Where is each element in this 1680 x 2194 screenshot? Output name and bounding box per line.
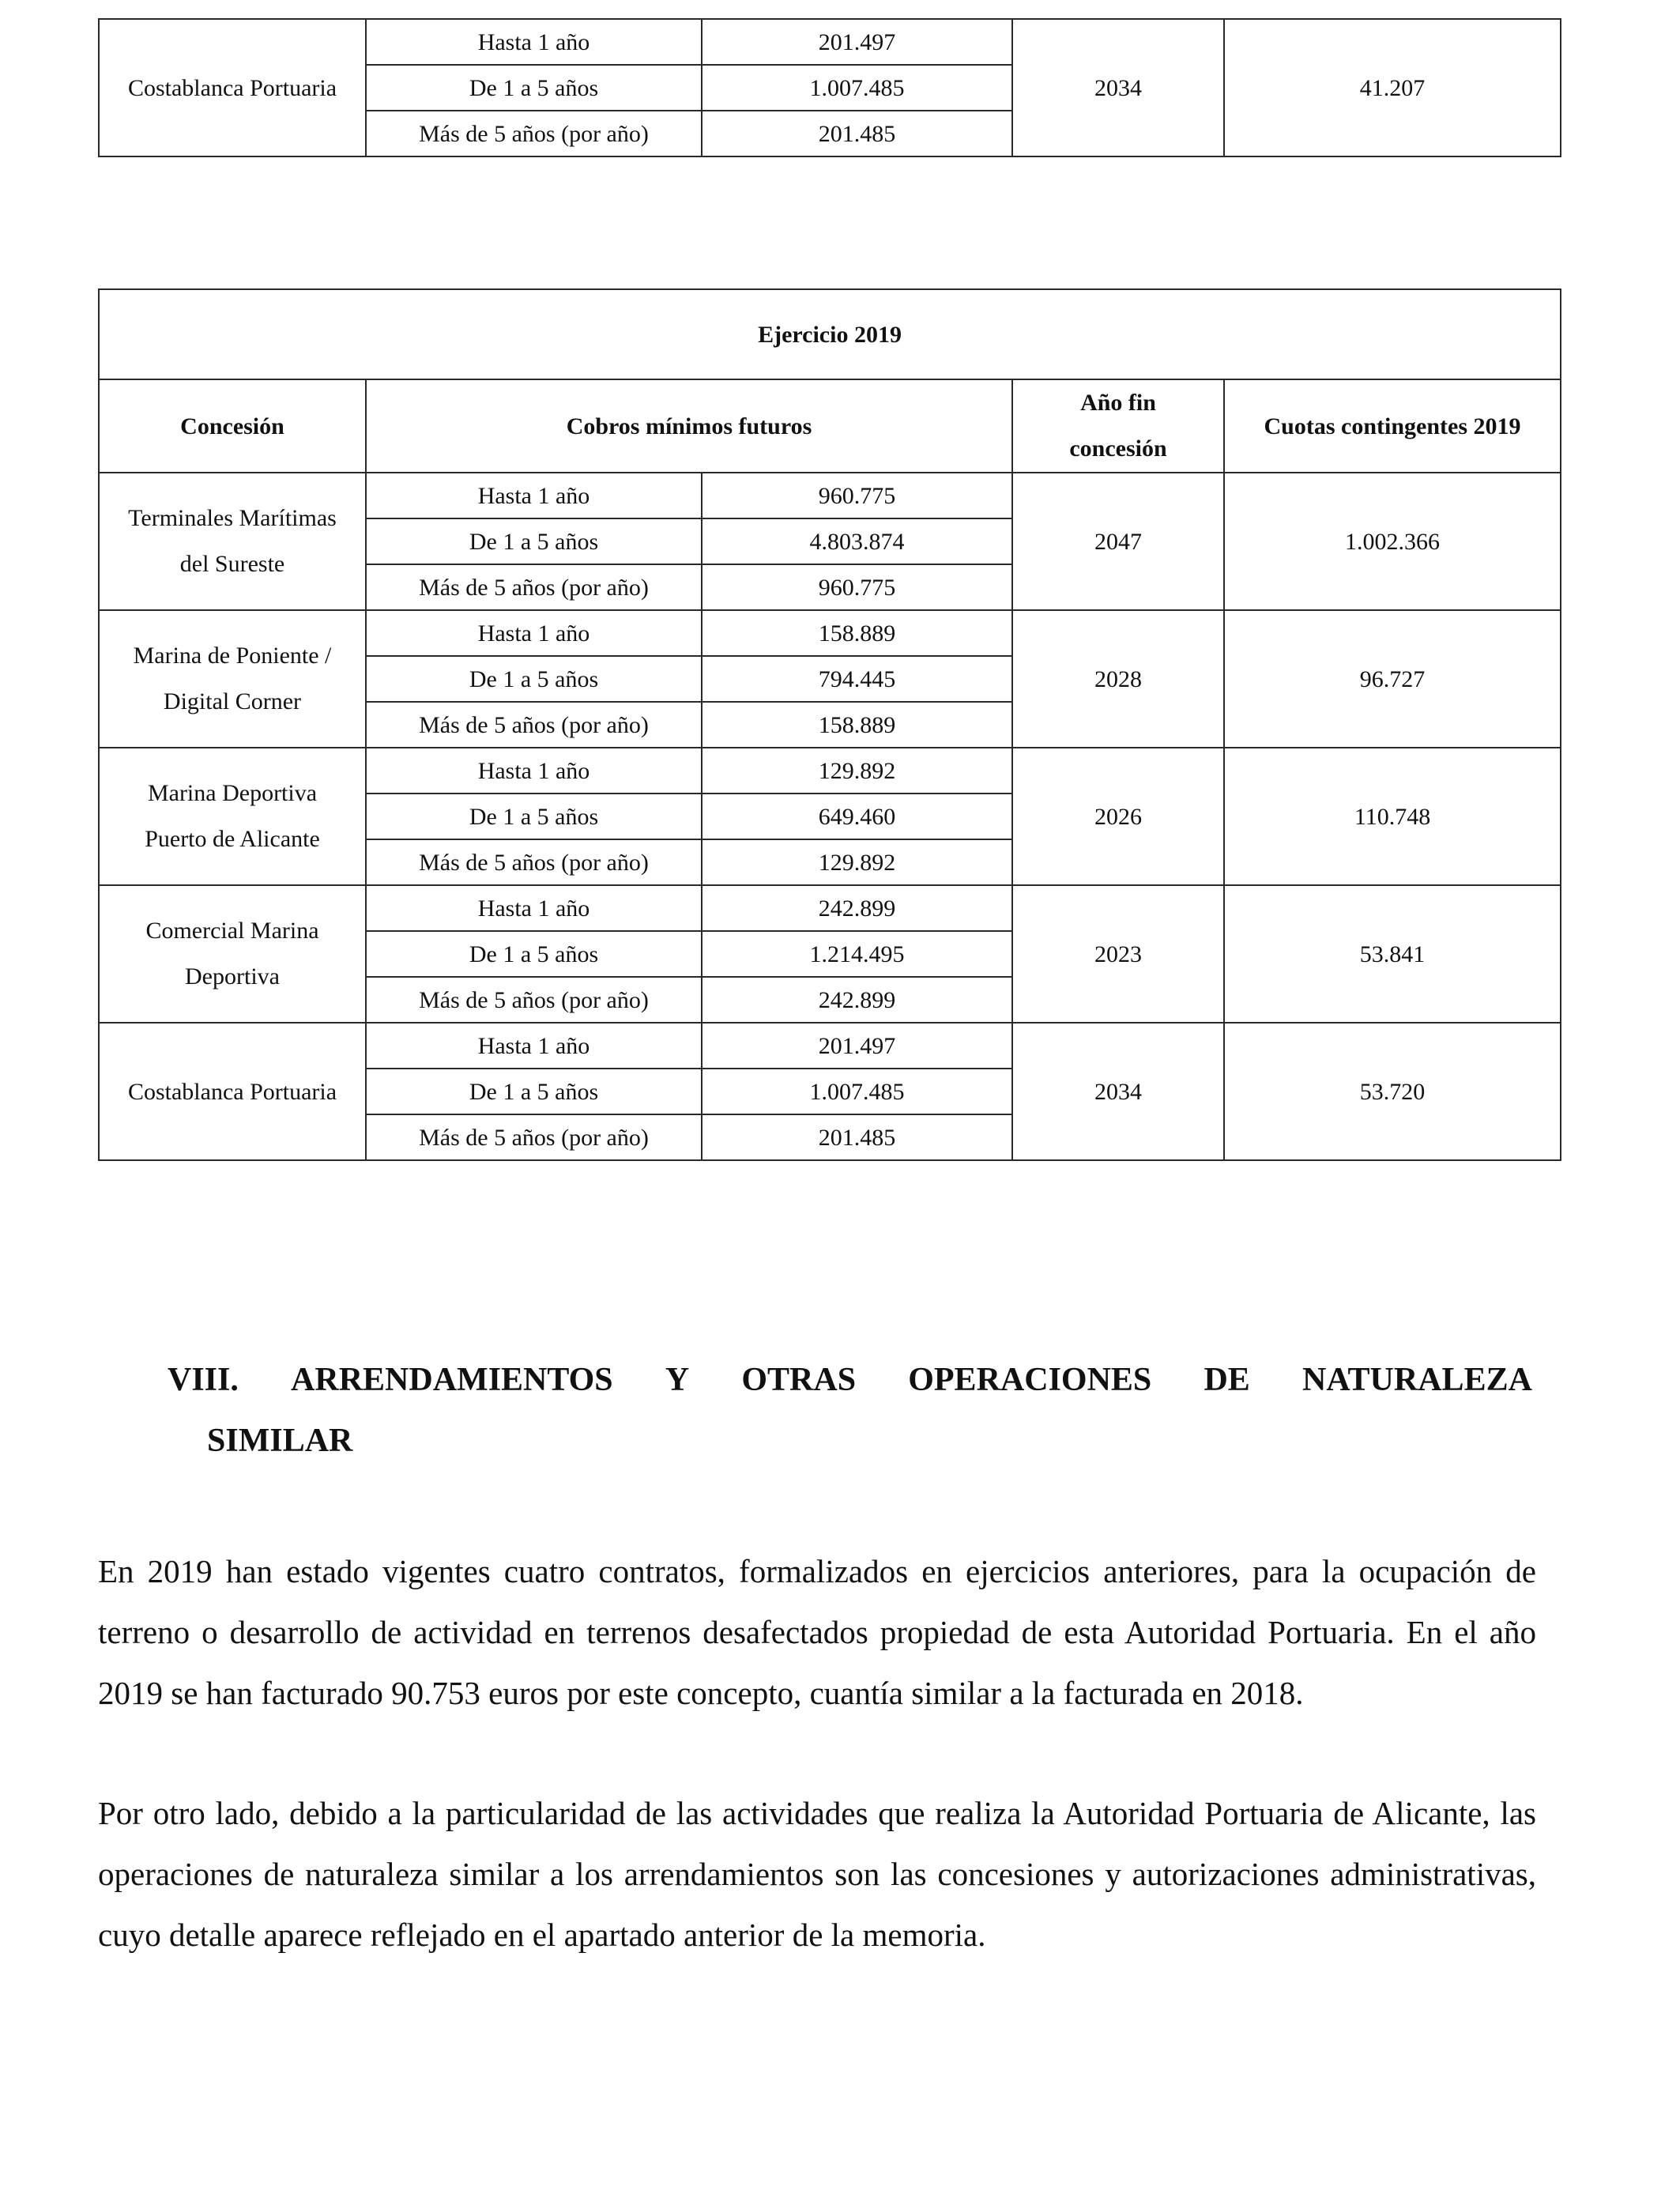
table-row (99, 473, 1561, 518)
period-value: 1.214.495 (702, 931, 1012, 977)
period-label: Hasta 1 año (366, 610, 702, 656)
heading-word: OTRAS (741, 1362, 857, 1398)
period-value: 4.803.874 (702, 518, 1012, 564)
heading-line-2: SIMILAR (207, 1423, 353, 1459)
section-number: VIII. (168, 1362, 239, 1398)
paragraph: Por otro lado, debido a la particularidad de las actividades que realiza la Autoridad Portuaria de Alicante, las operaciones de naturaleza similar a los arrendamientos son las concesiones y autorizaciones administrativas, cuyo detalle aparece reflejado en el apartado anterior de la memoria. (98, 1795, 1536, 1953)
table-row (99, 610, 1561, 656)
concessions-table-previous (98, 18, 1561, 157)
table-title: Ejercicio 2019 (99, 289, 1561, 379)
contingent-fee: 53.720 (1224, 1023, 1561, 1160)
contingent-fee: 1.002.366 (1224, 473, 1561, 610)
end-year: 2034 (1012, 1023, 1224, 1160)
period-label: Hasta 1 año (366, 748, 702, 794)
period-value: 960.775 (702, 564, 1012, 610)
period-label: Hasta 1 año (366, 473, 702, 518)
period-value: 201.497 (702, 19, 1012, 65)
end-year: 2047 (1012, 473, 1224, 610)
header-end-year: Año fin concesión (1012, 379, 1224, 473)
concession-name: Costablanca Portuaria (99, 1023, 366, 1160)
period-value: 129.892 (702, 748, 1012, 794)
period-label: De 1 a 5 años (366, 931, 702, 977)
contingent-fee: 96.727 (1224, 610, 1561, 748)
header-contingent: Cuotas contingentes 2019 (1224, 379, 1561, 473)
period-label: Hasta 1 año (366, 19, 702, 65)
period-value: 158.889 (702, 610, 1012, 656)
header-concession: Concesión (99, 379, 366, 473)
period-value: 649.460 (702, 794, 1012, 839)
period-value: 129.892 (702, 839, 1012, 885)
period-value: 201.485 (702, 111, 1012, 156)
period-label: Más de 5 años (por año) (366, 702, 702, 748)
period-label: Hasta 1 año (366, 1023, 702, 1069)
period-label: De 1 a 5 años (366, 1069, 702, 1114)
period-label: Hasta 1 año (366, 885, 702, 931)
heading-word: Y (665, 1362, 690, 1398)
period-value: 960.775 (702, 473, 1012, 518)
table-row (99, 748, 1561, 794)
period-label: De 1 a 5 años (366, 518, 702, 564)
period-label: Más de 5 años (por año) (366, 111, 702, 156)
period-value: 158.889 (702, 702, 1012, 748)
period-label: Más de 5 años (por año) (366, 977, 702, 1023)
end-year: 2034 (1012, 19, 1224, 156)
period-label: De 1 a 5 años (366, 794, 702, 839)
heading-word: OPERACIONES (908, 1362, 1152, 1398)
period-value: 794.445 (702, 656, 1012, 702)
period-value: 201.497 (702, 1023, 1012, 1069)
concession-name: Marina Deportiva Puerto de Alicante (99, 748, 366, 885)
concessions-table-2019 (98, 288, 1561, 1161)
heading-word: ARRENDAMIENTOS (291, 1362, 613, 1398)
concession-name: Marina de Poniente / Digital Corner (99, 610, 366, 748)
concession-name: Costablanca Portuaria (99, 19, 366, 156)
section-heading (168, 1350, 1532, 1472)
table-row (99, 885, 1561, 931)
heading-word: DE (1203, 1362, 1250, 1398)
end-year: 2026 (1012, 748, 1224, 885)
header-min-payments: Cobros mínimos futuros (366, 379, 1012, 473)
concession-name: Terminales Marítimas del Sureste (99, 473, 366, 610)
contingent-fee: 41.207 (1224, 19, 1561, 156)
contingent-fee: 110.748 (1224, 748, 1561, 885)
period-value: 1.007.485 (702, 1069, 1012, 1114)
heading-word: NATURALEZA (1302, 1362, 1532, 1398)
period-value: 1.007.485 (702, 65, 1012, 111)
period-label: Más de 5 años (por año) (366, 839, 702, 885)
table-row (99, 1023, 1561, 1069)
period-value: 242.899 (702, 977, 1012, 1023)
period-label: Más de 5 años (por año) (366, 564, 702, 610)
end-year: 2023 (1012, 885, 1224, 1023)
end-year: 2028 (1012, 610, 1224, 748)
period-label: De 1 a 5 años (366, 656, 702, 702)
concession-name: Comercial Marina Deportiva (99, 885, 366, 1023)
period-label: De 1 a 5 años (366, 65, 702, 111)
contingent-fee: 53.841 (1224, 885, 1561, 1023)
period-label: Más de 5 años (por año) (366, 1114, 702, 1160)
period-value: 201.485 (702, 1114, 1012, 1160)
paragraph: En 2019 han estado vigentes cuatro contratos, formalizados en ejercicios anteriores, para la ocupación de terreno o desarrollo de actividad en terrenos desafectados propiedad de esta Autoridad Portuaria. En el año 2019 se han facturado 90.753 euros por este concepto, cuantía similar a la facturada en 2018. (98, 1553, 1536, 1711)
period-value: 242.899 (702, 885, 1012, 931)
